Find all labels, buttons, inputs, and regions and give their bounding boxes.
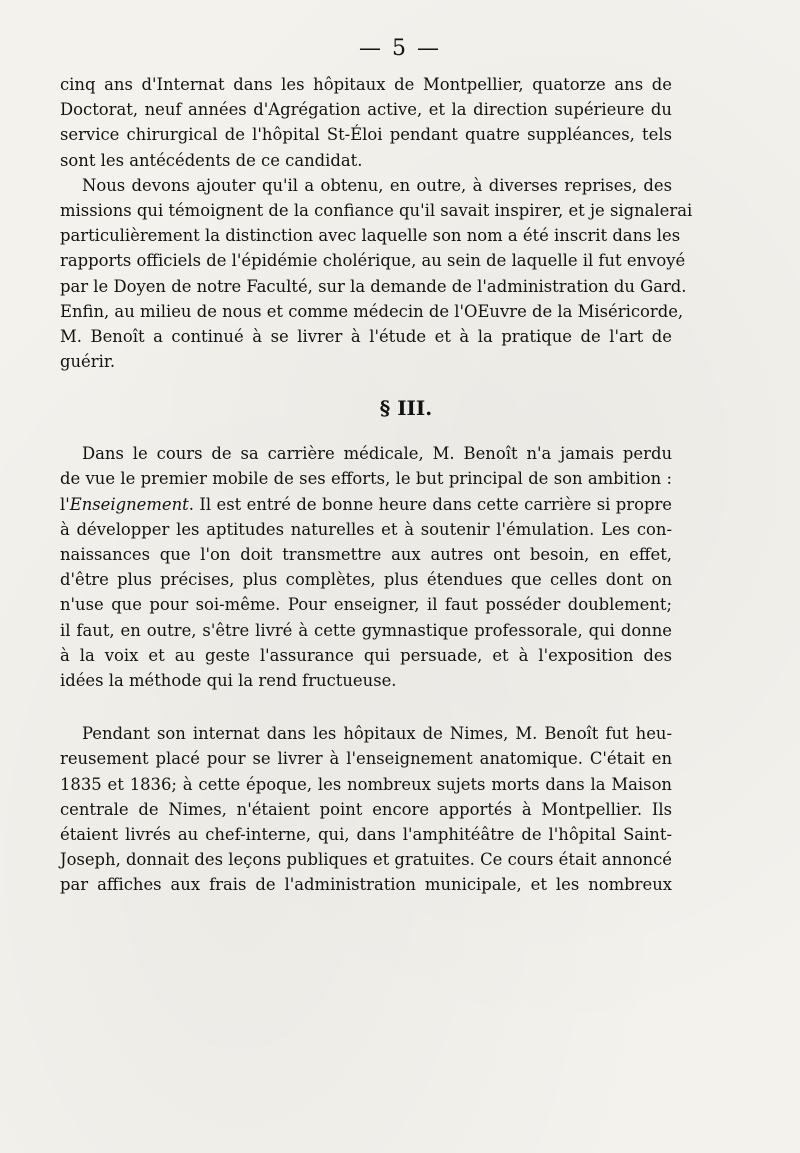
text-line: naissances que l'on doit transmettre aux autres ont besoin, en effet,	[60, 545, 672, 564]
text-line: Joseph, donnait des leçons publiques et gratuites. Ce cours était annoncé	[60, 850, 672, 870]
text-line: guérir.	[60, 352, 116, 372]
text-line: Doctorat, neuf années d'Agrégation active, et la direction supérieure du	[60, 100, 672, 120]
text-line: n'use que pour soi-même. Pour enseigner, il faut posséder doublement;	[60, 595, 672, 615]
text-line: reusement placé pour se livrer à l'enseignement anatomique. C'était en	[60, 749, 672, 769]
text-line: il faut, en outre, s'être livré à cette gymnastique professorale, qui donne	[60, 620, 672, 640]
paragraph-spacer	[60, 693, 672, 707]
paragraph-3	[60, 441, 672, 693]
paragraph-spacer	[60, 707, 672, 721]
text-line: M. Benoît a continué à se livrer à l'étude et à la pratique de l'art de	[60, 326, 672, 346]
text-line: service chirurgical de l'hôpital St-Éloi pendant quatre suppléances, tels	[60, 125, 672, 145]
text-line: Pendant son internat dans les hôpitaux de Nimes, M. Benoît fut heu-	[82, 724, 672, 744]
text-line	[60, 492, 672, 517]
text-line: particulièrement la distinction avec laquelle son nom a été inscrit dans les	[60, 226, 681, 246]
text-line: à la voix et au geste l'assurance qui persuade, et à l'exposition des	[60, 645, 672, 665]
text-fragment: . Il est entré de bonne heure dans cette carrière si propre	[188, 494, 672, 514]
text-line: rapports officiels de l'épidémie cholérique, au sein de laquelle il fut envoyé	[60, 251, 686, 271]
text-line: 1835 et 1836; à cette époque, les nombreux sujets morts dans la Maison	[60, 774, 672, 794]
text-line: sont les antécédents de ce candidat.	[60, 150, 363, 170]
page-number: — 5 —	[359, 36, 441, 61]
text-column	[60, 72, 693, 897]
text-line: de vue le premier mobile de ses efforts, le but principal de son ambition :	[60, 469, 672, 489]
paragraph-4	[60, 721, 672, 897]
text-line: étaient livrés au chef-interne, qui, dans l'amphitéâtre de l'hôpital Saint-	[60, 824, 672, 844]
text-line: idées la méthode qui la rend fructueuse.	[60, 670, 397, 690]
text-line: missions qui témoignent de la confiance qu'il savait inspirer, et je signalerai	[60, 200, 693, 220]
section-heading: § III.	[379, 396, 433, 421]
text-fragment: l'	[60, 494, 70, 514]
text-line: cinq ans d'Internat dans les hôpitaux de Montpellier, quatorze ans de	[60, 75, 672, 94]
paragraph-1	[60, 72, 672, 173]
text-line: centrale de Nimes, n'étaient point encore apportés à Montpellier. Ils	[60, 799, 672, 819]
text-line: Enfin, au milieu de nous et comme médecin de l'OEuvre de la Miséricorde,	[60, 301, 684, 321]
text-line: Nous devons ajouter qu'il a obtenu, en outre, à diverses reprises, des	[82, 175, 672, 195]
text-line: par affiches aux frais de l'administration municipale, et les nombreux	[60, 875, 672, 895]
emphasis-enseignement: Enseignement	[69, 494, 189, 514]
text-line: Dans le cours de sa carrière médicale, M. Benoît n'a jamais perdu	[82, 444, 672, 464]
text-line: d'être plus précises, plus complètes, plus étendues que celles dont on	[60, 570, 672, 590]
paragraph-2	[60, 173, 693, 375]
text-line: à développer les aptitudes naturelles et à soutenir l'émulation. Les con-	[60, 519, 672, 539]
text-line: par le Doyen de notre Faculté, sur la demande de l'administration du Gard.	[60, 276, 687, 296]
